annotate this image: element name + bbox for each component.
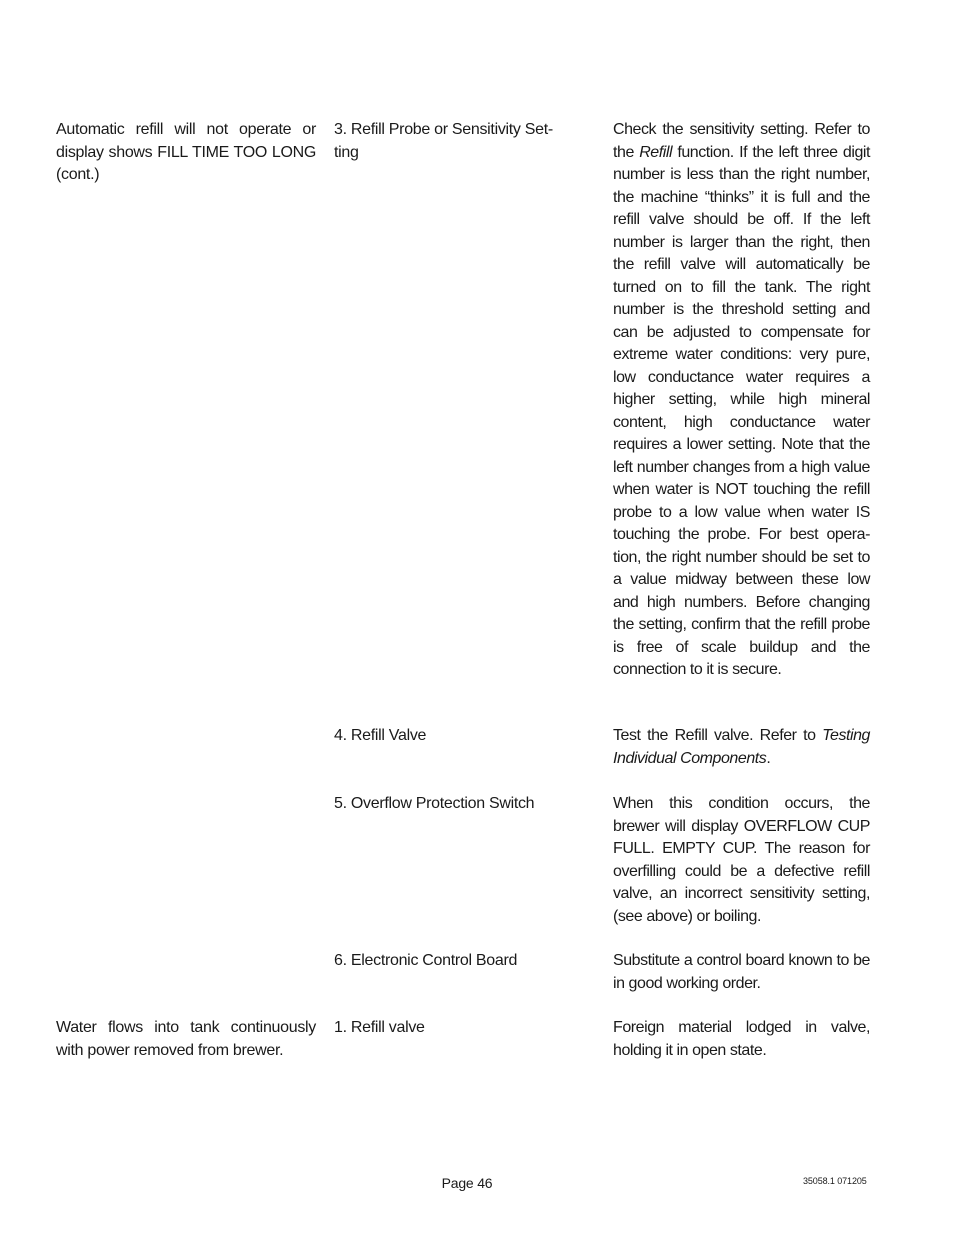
solution-cell bbox=[613, 119, 870, 682]
solution-cell bbox=[613, 793, 870, 928]
cause-cell: 1. Refill valve bbox=[334, 1019, 425, 1036]
solution-cell bbox=[613, 950, 870, 995]
solution-text: . bbox=[766, 749, 771, 767]
cause-cell: 6. Electronic Control Board bbox=[334, 952, 518, 969]
troubleshooting-table bbox=[56, 119, 870, 1077]
table-row bbox=[56, 725, 870, 793]
solution-emphasis: Testing Individual Components bbox=[613, 727, 870, 767]
cause-cell: 3. Refill Probe or Sensitivity Set- ting bbox=[334, 121, 553, 161]
solution-cell bbox=[613, 725, 870, 770]
table-row bbox=[56, 119, 870, 725]
solution-text: Test the Refill valve. Refer to bbox=[613, 727, 823, 744]
solution-text: When this condition occurs, the brewer will display OVERFLOW CUP FULL. EMPTY CUP. The reason for overfilling could be a defective refill valve, an incorrect sensitivity setting, (see above) or boiling. bbox=[613, 795, 870, 925]
solution-text: Foreign material lodged in valve, holding it in open state. bbox=[613, 1019, 870, 1059]
cause-cell: 4. Refill Valve bbox=[334, 727, 427, 744]
solution-cell bbox=[613, 1017, 870, 1062]
page-number: Page 46 bbox=[441, 1175, 493, 1191]
cause-cell: 5. Overflow Protection Switch bbox=[334, 795, 535, 812]
table-row bbox=[56, 950, 870, 1017]
solution-emphasis: Refill bbox=[639, 143, 673, 161]
problem-cell: Automatic refill will not operate or display shows FILL TIME TOO LONG (cont.) bbox=[56, 121, 316, 183]
solution-text: function. If the left three digit number is less than the right number, the machine “thinks” it is full and the refill valve should be off. If the left number is larger than the right, then the refill valve will automatically be turned on to fill the tank. The right number is the threshold setting and can be adjusted to compensate for extreme water conditions: very pure, low conductance water requires a higher setting, while high mineral content, high conductance water requires a lower setting. Note that the left number changes from a high value when water is NOT touching the refill probe to a low value when water IS touching the probe. For best opera- tion, the right number should be set to a value midway between these low and high numbers. Before changing the setting, confirm that the refill probe is free of scale buildup and the connection to it is secure. bbox=[613, 143, 870, 678]
table-row bbox=[56, 793, 870, 950]
solution-text: Check the sensitivity setting. Refer to the bbox=[613, 121, 870, 161]
table-row bbox=[56, 1017, 870, 1077]
solution-text: Substitute a control board known to be in good working order. bbox=[613, 952, 870, 992]
problem-cell: Water flows into tank continuously with power removed from brewer. bbox=[56, 1019, 316, 1059]
document-code: 35058.1 071205 bbox=[803, 1176, 867, 1186]
